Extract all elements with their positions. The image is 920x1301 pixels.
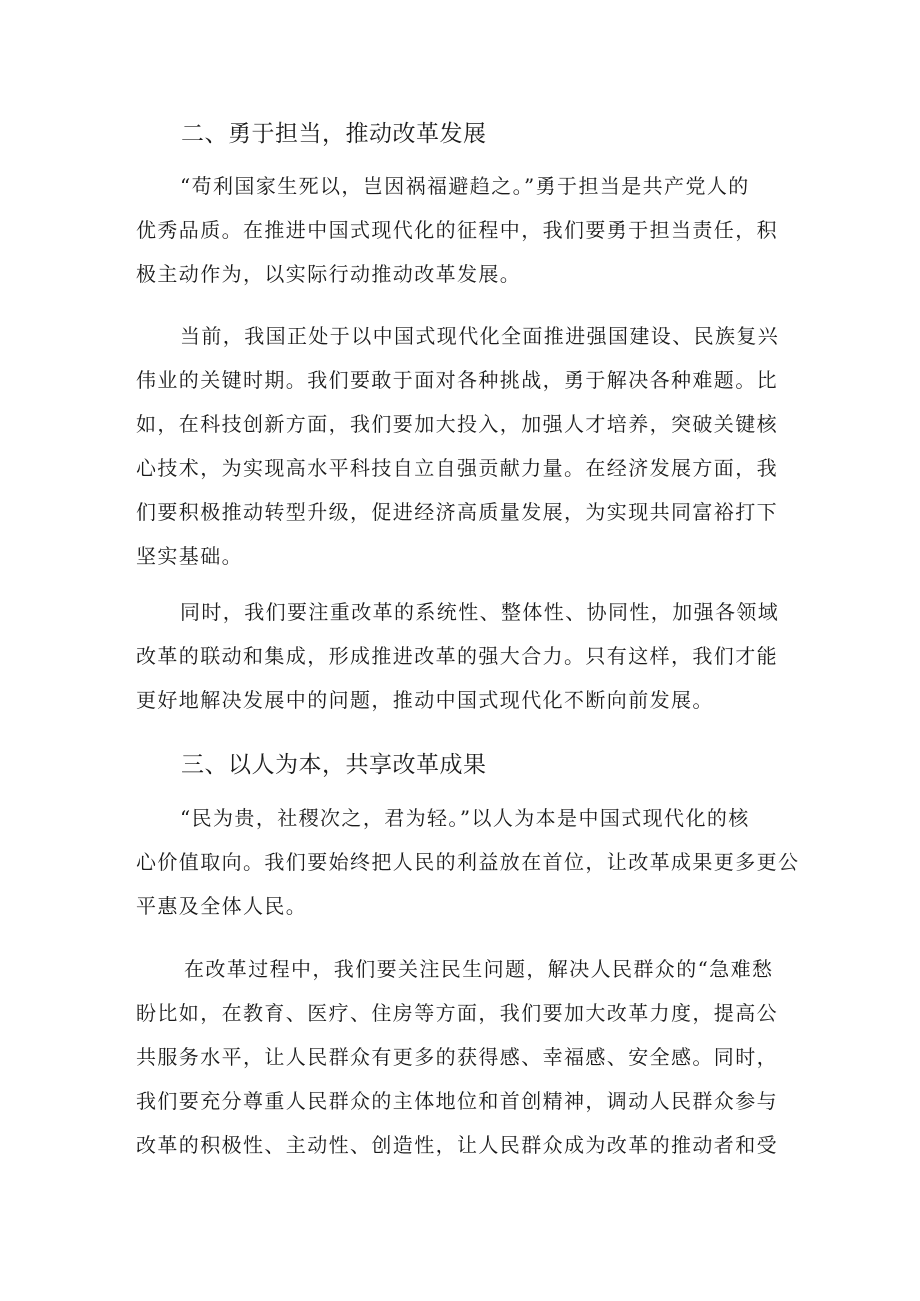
section-heading-2: 二、勇于担当，推动改革发展: [181, 121, 487, 147]
text-line: 改革的积极性、主动性、创造性，让人民群众成为改革的推动者和受: [136, 1133, 778, 1157]
section-heading-3: 三、以人为本，共享改革成果: [181, 752, 487, 778]
text-line: 们要积极推动转型升级，促进经济高质量发展，为实现共同富裕打下: [136, 500, 778, 524]
text-line: 伟业的关键时期。我们要敢于面对各种挑战，勇于解决各种难题。比: [136, 368, 778, 392]
text-line: 如，在科技创新方面，我们要加大投入，加强人才培养，突破关键核: [136, 412, 778, 436]
paragraph-3-1: [136, 796, 800, 928]
text-line: 盼比如，在教育、医疗、住房等方面，我们要加大改革力度，提高公: [136, 1001, 778, 1025]
text-line: 心价值取向。我们要始终把人民的利益放在首位，让改革成果更多更公: [136, 850, 800, 874]
text-line: 在改革过程中，我们要关注民生问题，解决人民群众的“急难愁: [184, 957, 774, 981]
text-line: “民为贵，社稷次之，君为轻。”以人为本是中国式现代化的核: [180, 806, 750, 830]
text-line: 优秀品质。在推进中国式现代化的征程中，我们要勇于担当责任，积: [136, 218, 778, 242]
text-line: 同时，我们要注重改革的系统性、整体性、协同性，加强各领域: [180, 600, 780, 624]
text-line: 更好地解决发展中的问题，推动中国式现代化不断向前发展。: [136, 688, 714, 712]
text-line: 我们要充分尊重人民群众的主体地位和首创精神，调动人民群众参与: [136, 1089, 778, 1113]
paragraph-2-3: [136, 590, 796, 722]
text-line: 坚实基础。: [136, 544, 243, 568]
text-line: “苟利国家生死以，岂因祸福避趋之。”勇于担当是共产党人的: [180, 174, 750, 198]
text-line: 极主动作为，以实际行动推动改革发展。: [136, 262, 522, 286]
text-line: 共服务水平，让人民群众有更多的获得感、幸福感、安全感。同时，: [136, 1045, 778, 1069]
text-line: 平惠及全体人民。: [136, 894, 308, 918]
paragraph-2-1: [136, 164, 796, 296]
paragraph-2-2: [136, 314, 796, 578]
paragraph-3-2: [136, 947, 796, 1167]
text-line: 当前，我国正处于以中国式现代化全面推进强国建设、民族复兴: [180, 324, 780, 348]
text-line: 心技术，为实现高水平科技自立自强贡献力量。在经济发展方面，我: [136, 456, 778, 480]
text-line: 改革的联动和集成，形成推进改革的强大合力。只有这样，我们才能: [136, 644, 778, 668]
